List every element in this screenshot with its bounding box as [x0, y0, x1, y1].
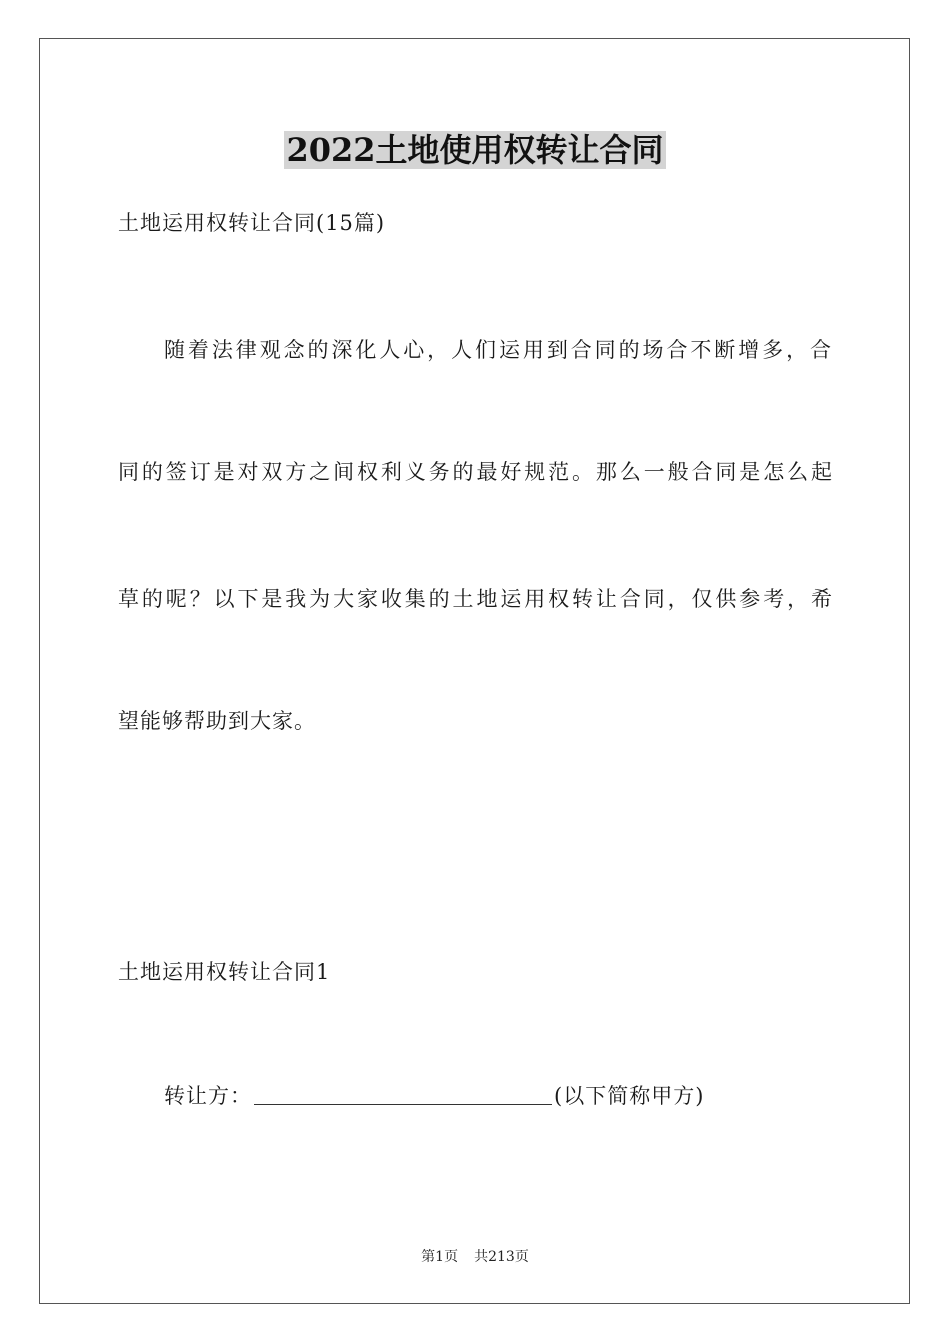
- document-subtitle: 土地运用权转让合同(15篇): [118, 211, 386, 235]
- page-number: 第1页: [421, 1249, 459, 1265]
- document-title: [0, 128, 950, 172]
- title-text: 2022土地使用权转让合同: [286, 131, 664, 169]
- intro-line-4: 望能够帮助到大家。: [118, 709, 316, 733]
- intro-line-1: 随着法律观念的深化人心，人们运用到合同的场合不断增多，合: [164, 338, 832, 362]
- transferor-row: [164, 1081, 704, 1111]
- transferor-note: (以下简称甲方): [554, 1084, 705, 1108]
- transferor-blank-field[interactable]: [254, 1084, 552, 1105]
- transferor-label: 转让方：: [164, 1084, 252, 1108]
- page-footer: [0, 1248, 950, 1266]
- page-total: 共213页: [474, 1249, 529, 1265]
- intro-line-2: 同的签订是对双方之间权利义务的最好规范。那么一般合同是怎么起: [118, 460, 832, 484]
- intro-line-3: 草的呢？以下是我为大家收集的土地运用权转让合同，仅供参考，希: [118, 587, 832, 611]
- section-heading: 土地运用权转让合同1: [118, 960, 331, 984]
